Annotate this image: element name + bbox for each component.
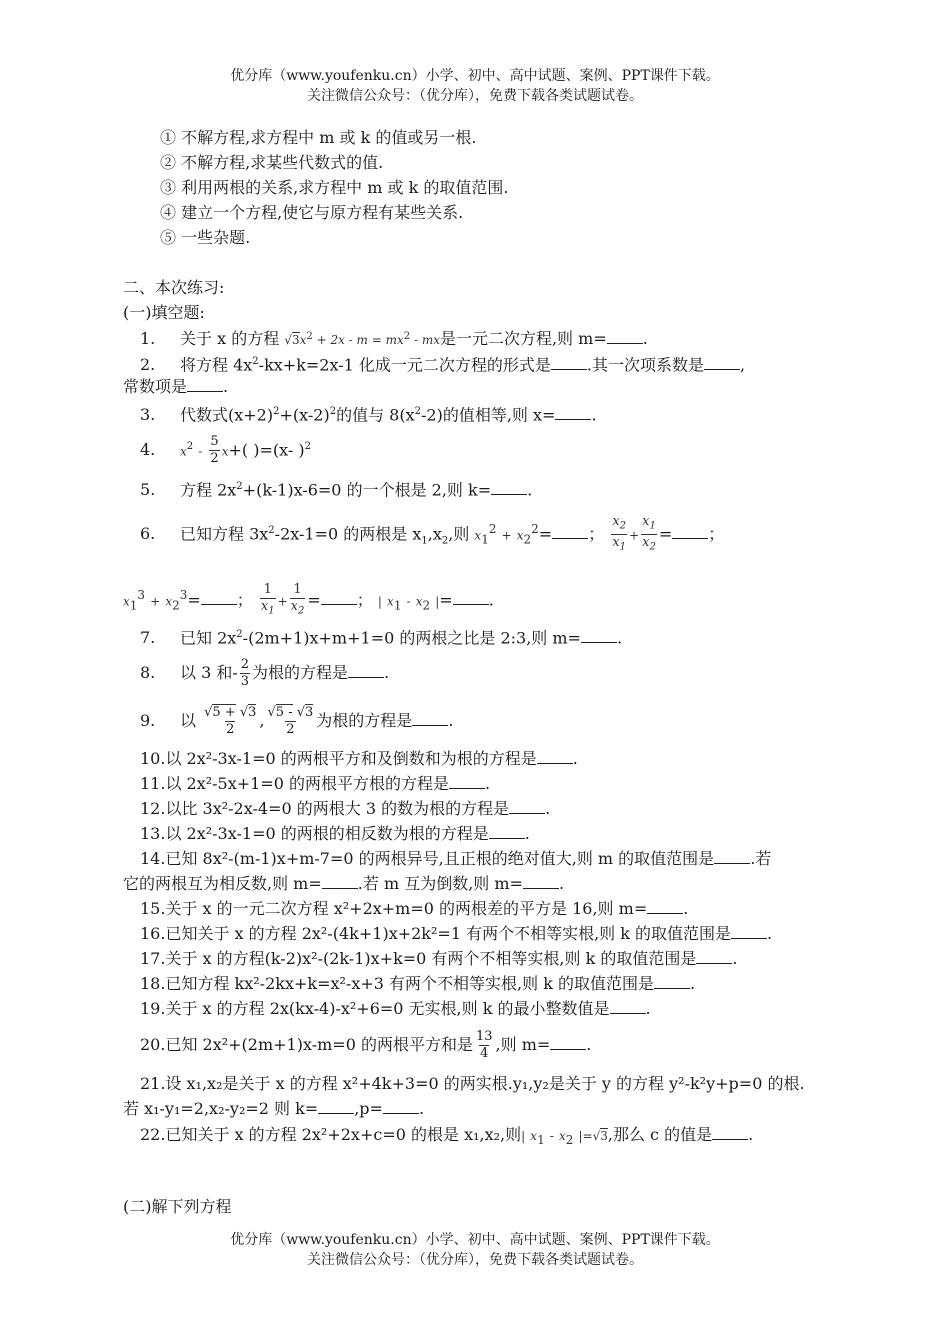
q20-period: . [586, 1035, 592, 1054]
q11-period: . [485, 774, 491, 793]
q6c-minus: - [406, 594, 411, 609]
q1-sup2: 2 [403, 331, 411, 342]
q5-text-b: +(k-1)x-6=0 的一个根是 2,则 k= [242, 480, 492, 500]
q6c-x1-sub: 1 [129, 598, 138, 613]
q14-text-c: 它的两根互为相反数,则 m= [123, 874, 322, 893]
sub2-title: (二)解下列方程 [123, 1197, 232, 1216]
q1-sup: 2 [306, 331, 313, 342]
q6-blank-2[interactable] [672, 524, 708, 539]
q2-blank-1[interactable] [551, 355, 587, 370]
q9-f2-num: √5 - √3 [267, 705, 314, 720]
q22-x1-sub: 1 [537, 1133, 545, 1148]
q16-period: . [767, 924, 773, 943]
q6c-frac-a-den [260, 598, 276, 620]
q18-period: . [689, 974, 696, 993]
q6c-period: . [488, 590, 494, 610]
q6-frac-a [611, 514, 627, 556]
q9-period: . [448, 711, 454, 730]
q6-frac-b [641, 514, 657, 556]
q6c-semi1: ； [236, 590, 253, 610]
q22-period: . [748, 1125, 754, 1144]
q15-text: 15.关于 x 的一元二次方程 x²+2x+m=0 的两根差的平方是 16,则 m= [140, 899, 648, 918]
q6-plus2: + [629, 528, 640, 543]
q1-text-a: 关于 x 的方程 [180, 329, 280, 348]
q6-sub1: 1 [421, 535, 428, 547]
q3-number: 3. [140, 405, 156, 425]
question-5 [140, 476, 532, 501]
q21-text-a: 21.设 x₁,x₂是关于 x 的方程 x²+4k+3=0 的两实根.y₁,y₂是关于 y 的方程 y²-k²y+p=0 的根. [140, 1074, 805, 1093]
q6-plus: + [501, 528, 512, 543]
q8-text-a: 以 3 和- [180, 663, 238, 682]
q19-blank[interactable] [610, 999, 646, 1014]
q5-period: . [527, 480, 533, 500]
q1-equation: $√3x^2 + 2x - m = mx^2$ - mx [284, 331, 440, 347]
q17-period: . [732, 949, 738, 968]
q9-f2-den: 2 [286, 722, 295, 737]
q6-x1-sup: 2 [488, 522, 497, 536]
q8-fraction [240, 657, 250, 690]
q6-semi2: ； [708, 524, 725, 544]
q21-blank-1[interactable] [318, 1099, 354, 1114]
q2-blank-2[interactable] [704, 355, 740, 370]
q6c-plus2: + [277, 594, 288, 609]
q12-blank[interactable] [509, 799, 545, 814]
question-6 [140, 512, 724, 559]
q9-f2-num-a: 5 - [275, 705, 293, 720]
question-21 [140, 1073, 805, 1095]
q6-frac-b-num-x: x [642, 513, 650, 529]
q4-x: x [180, 444, 187, 459]
q5-blank[interactable] [491, 480, 527, 495]
q9-number: 9. [140, 711, 156, 730]
q6-eq2: = [658, 524, 673, 544]
question-3 [140, 401, 597, 426]
header-line-2: 关注微信公众号：（优分库），免费下载各类试题试卷。 [307, 88, 643, 104]
q1-end: - mx [413, 333, 440, 347]
q6-sub2: 2 [441, 535, 449, 547]
q8-period: . [384, 663, 390, 682]
q3-text-b: +(x-2) [279, 405, 330, 425]
q22-minus: - [549, 1129, 554, 1143]
q6-text-c: ,x [427, 524, 442, 544]
q3-text-a: 代数式(x+2) [180, 405, 274, 425]
q9-blank[interactable] [412, 711, 448, 726]
q17-text: 17.关于 x 的方程(k-2)x²-(2k-1)x+k=0 有两个不相等实根,则 k 的取值范围是 [140, 949, 697, 968]
intro-item-5: ⑤ 一些杂题. [160, 228, 251, 247]
q19-period: . [645, 999, 651, 1018]
q6c-frac-b-den-sub: 2 [298, 605, 305, 617]
footer-line-1: 优分库（www.youfenku.cn）小学、初中、高中试题、案例、PPT课件下载。 [230, 1232, 720, 1248]
q9-f1-num: √5 + √3 [204, 705, 257, 720]
q6c-bar2: | [435, 594, 440, 609]
q8-number: 8. [140, 663, 156, 682]
question-4 [140, 432, 311, 467]
q4-frac-num: 5 [210, 434, 219, 450]
q6c-eq2: = [307, 590, 321, 610]
q1-root: 3 [291, 333, 300, 347]
q4-x2: x [221, 444, 229, 459]
q6-text-b: -2x-1=0 的两根是 x [274, 524, 422, 544]
q6-sup: 2 [268, 525, 275, 536]
q21-text-c: ,p= [354, 1099, 383, 1118]
q9-f1-num-b: 3 [248, 705, 257, 720]
q16-blank[interactable] [731, 924, 767, 939]
q6-frac-a-num [611, 514, 627, 535]
q5-text-a: 方程 2x [180, 480, 237, 500]
q7-number: 7. [140, 628, 156, 648]
q4-frac-den: 2 [210, 451, 219, 467]
q6c-frac-a-num: 1 [263, 582, 272, 598]
q12-text: 12.以比 3x²-2x-4=0 的两根大 3 的数为根的方程是 [140, 799, 510, 818]
q15-period: . [683, 899, 689, 918]
q13-text: 13.以 2x²-3x-1=0 的两根的相反数为根的方程是 [140, 824, 489, 843]
q14-text-b: .若 [750, 849, 772, 868]
q5-sup: 2 [236, 481, 243, 492]
q6-blank-1[interactable] [552, 524, 588, 539]
question-14-cont [123, 873, 564, 895]
q6c-semi2: ； [356, 590, 373, 610]
q6-x1-sub: 1 [481, 532, 489, 547]
q6c-frac-b-den [290, 598, 306, 620]
q6c-bar1: | [377, 594, 382, 609]
q6c-frac-b-den-x: x [290, 599, 299, 615]
question-14 [140, 848, 771, 870]
q22-root-val: 3 [600, 1129, 608, 1143]
q10-period: . [572, 749, 578, 768]
q6c-x2b-sub: 2 [422, 598, 431, 613]
q2-period: . [223, 377, 229, 396]
q20-text-b: ,则 m= [495, 1035, 551, 1054]
q5-number: 5. [140, 480, 156, 500]
q2-blank-3[interactable] [187, 377, 223, 392]
q20-fraction [475, 1029, 494, 1062]
q4-sup: 2 [186, 441, 194, 452]
q6-blank-3[interactable] [201, 590, 237, 605]
question-11 [140, 773, 490, 795]
q6-eq1: = [538, 524, 553, 544]
q4-fraction [209, 434, 219, 467]
header-line-1: 优分库（www.youfenku.cn）小学、初中、高中试题、案例、PPT课件下载。 [230, 68, 720, 84]
q6c-x1-sup: 3 [137, 588, 146, 602]
q7-blank[interactable] [581, 628, 617, 643]
section-title: 二、本次练习: [123, 278, 225, 297]
question-7 [140, 624, 622, 649]
question-19 [140, 998, 651, 1020]
q6-text-d: ,则 [448, 524, 470, 544]
q11-blank[interactable] [449, 774, 485, 789]
intro-item-3: ③ 利用两根的关系,求方程中 m 或 k 的取值范围. [160, 178, 509, 197]
footer-line-2: 关注微信公众号：（优分库），免费下载各类试题试卷。 [307, 1252, 643, 1268]
q6-x1: x [474, 528, 482, 543]
q6c-plus: + [150, 594, 161, 609]
q18-text: 18.已知方程 kx²-2kx+k=x²-x+3 有两个不相等实根,则 k 的取值范围是 [140, 974, 654, 993]
q2-text-c: .其一次项系数是 [586, 355, 704, 375]
intro-item-2: ② 不解方程,求某些代数式的值. [160, 153, 384, 172]
q2-sup: 2 [252, 356, 259, 367]
question-22 [140, 1124, 753, 1151]
q6-frac-b-num [641, 514, 657, 535]
question-2 [140, 351, 745, 376]
q9-comma: , [259, 711, 265, 730]
q4-sup2: 2 [304, 441, 311, 452]
q6-frac-b-den-sub: 2 [649, 541, 656, 553]
question-15 [140, 898, 688, 920]
q21-blank-2[interactable] [383, 1099, 419, 1114]
q6c-x2b: x [415, 594, 423, 609]
q9-text-a: 以 [180, 711, 197, 730]
q7-period: . [616, 628, 623, 648]
question-8 [140, 656, 389, 690]
q6-frac-b-den-x: x [642, 535, 650, 551]
q6-frac-a-num-x: x [612, 513, 620, 529]
q2-number: 2. [140, 355, 156, 375]
intro-item-4: ④ 建立一个方程,使它与原方程有某些关系. [160, 203, 464, 222]
q1-x: x [299, 333, 307, 347]
q22-x2: x [558, 1129, 566, 1143]
q4-number: 4. [140, 440, 156, 460]
q2-text-b: -kx+k=2x-1 化成一元二次方程的形式是 [258, 355, 551, 375]
q6-frac-b-den [641, 534, 657, 556]
q9-f1-den: 2 [226, 722, 235, 737]
question-12 [140, 798, 550, 820]
q6c-frac-a-den-sub: 1 [268, 605, 275, 617]
q7-text-b: -(2m+1)x+m+1=0 的两根之比是 2:3,则 m= [242, 628, 581, 648]
q12-period: . [545, 799, 551, 818]
q6c-frac-a-den-x: x [260, 599, 269, 615]
question-6-cont [123, 578, 494, 623]
q3-sup2: 2 [329, 406, 337, 417]
q3-blank[interactable] [555, 405, 591, 420]
question-17 [140, 948, 737, 970]
q19-text: 19.关于 x 的方程 2x(kx-4)-x²+6=0 无实根,则 k 的最小整数值是 [140, 999, 610, 1018]
q20-frac-den: 4 [480, 1046, 489, 1061]
q22-bar2: | [578, 1129, 583, 1143]
q6c-eq3: = [439, 590, 453, 610]
q2-text-e: 常数项是 [123, 377, 188, 396]
q9-fraction-2 [267, 705, 315, 738]
q22-eq: = [582, 1129, 593, 1143]
question-2-cont [123, 376, 228, 398]
q6c-frac-b [290, 582, 306, 620]
q7-sup: 2 [236, 629, 243, 640]
q4-minus: - [198, 444, 203, 459]
q1-text-b: 是一元二次方程,则 m= [439, 329, 607, 348]
question-1 [140, 326, 648, 351]
q16-text: 16.已知关于 x 的方程 2x²-(4k+1)x+2k²=1 有两个不相等实根,则 k 的取值范围是 [140, 924, 732, 943]
q20-blank[interactable] [550, 1035, 586, 1050]
q6-x2: x [516, 528, 524, 543]
q15-blank[interactable] [647, 899, 683, 914]
q6-x2-sub: 2 [523, 532, 532, 547]
question-13 [140, 823, 530, 845]
q6-semi1: ； [588, 524, 605, 544]
q6c-x1b-sub: 1 [393, 598, 402, 613]
q9-fraction-1 [203, 705, 257, 738]
q14-text-a: 14.已知 8x²-(m-1)x+m-7=0 的两根异号,且正根的绝对值大,则 m 的取值范围是 [140, 849, 715, 868]
q14-blank-1[interactable] [714, 849, 750, 864]
q21-period: . [418, 1099, 425, 1118]
q2-text-a: 将方程 4x [180, 355, 253, 375]
q20-frac-num: 13 [475, 1029, 493, 1044]
q6c-frac-b-num: 1 [293, 582, 302, 598]
q6-frac-b-num-sub: 1 [649, 520, 656, 532]
sub1-title: (一)填空题: [123, 303, 205, 322]
q8-text-b: 为根的方程是 [252, 663, 349, 682]
q6-blank-5[interactable] [453, 590, 489, 605]
question-10 [140, 748, 578, 770]
q6c-x1b: x [387, 594, 394, 609]
q20-text-a: 20.已知 2x²+(2m+1)x-m=0 的两根平方和是 [140, 1035, 473, 1054]
q6-frac-a-num-sub: 2 [619, 520, 627, 532]
q22-x2-sub: 2 [565, 1133, 574, 1148]
q22-x1: x [530, 1129, 538, 1143]
q3-text-c: 的值与 8(x [336, 405, 415, 425]
q3-sup1: 2 [273, 406, 280, 417]
q10-blank[interactable] [537, 749, 573, 764]
q17-blank[interactable] [696, 949, 732, 964]
q4-text: +( )=(x- ) [228, 440, 305, 460]
q22-text-b: ,那么 c 的值是 [607, 1125, 713, 1144]
question-9 [140, 704, 453, 738]
q8-blank[interactable] [348, 663, 384, 678]
q11-text: 11.以 2x²-5x+1=0 的两根平方根的方程是 [140, 774, 450, 793]
q22-text-a: 22.已知关于 x 的方程 2x²+2x+c=0 的根是 x₁,x₂,则 [140, 1125, 522, 1144]
question-21-cont [123, 1098, 424, 1120]
q3-text-d: -2)的值相等,则 x= [421, 405, 556, 425]
q1-number: 1. [140, 329, 156, 348]
q1-blank[interactable] [607, 329, 643, 344]
q6-x2-sup: 2 [531, 522, 539, 536]
q13-blank[interactable] [489, 824, 525, 839]
q22-bar1: | [521, 1129, 526, 1143]
q21-text-b: 若 x₁-y₁=2,x₂-y₂=2 则 k= [123, 1099, 319, 1118]
q6-text-a: 已知方程 3x [180, 524, 269, 544]
q3-period: . [591, 405, 597, 425]
q14-text-d: .若 m 互为倒数,则 m= [357, 874, 523, 893]
q8-frac-num: 2 [240, 657, 250, 672]
q7-text-a: 已知 2x [180, 628, 237, 648]
q22-blank[interactable] [712, 1125, 748, 1140]
question-18 [140, 973, 695, 995]
q9-text-b: 为根的方程是 [316, 711, 413, 730]
q9-f1-num-a: 5 + [212, 705, 236, 720]
q6c-x2-sub: 2 [172, 598, 180, 613]
q6-frac-a-den-x: x [612, 535, 620, 551]
q1-period: . [642, 329, 648, 348]
q6-frac-a-den [611, 534, 627, 556]
q10-text: 10.以 2x²-3x-1=0 的两根平方和及倒数和为根的方程是 [140, 749, 537, 768]
q9-f2-num-b: 3 [305, 705, 314, 720]
q6c-x1: x [123, 594, 130, 609]
page-footer [0, 1230, 950, 1270]
q6c-frac-a [260, 582, 276, 620]
q14-blank-3[interactable] [523, 874, 559, 889]
q3-sup3: 2 [414, 406, 421, 417]
q13-period: . [524, 824, 530, 843]
q6c-x2-sup: 3 [179, 588, 188, 602]
q6-number: 6. [140, 524, 156, 544]
q1-mid: + 2x - m = mx [316, 333, 404, 347]
intro-item-1: ① 不解方程,求方程中 m 或 k 的值或另一根. [160, 128, 477, 147]
q6-blank-4[interactable] [321, 590, 357, 605]
q22-root: √3 [592, 1129, 608, 1143]
q14-period: . [558, 874, 565, 893]
q14-blank-2[interactable] [322, 874, 358, 889]
q6c-x2: x [165, 594, 173, 609]
page-header [0, 66, 950, 106]
q18-blank[interactable] [654, 974, 690, 989]
q2-text-d: , [740, 355, 746, 375]
q6c-eq1: = [187, 590, 201, 610]
question-16 [140, 923, 772, 945]
q6-frac-a-den-sub: 1 [619, 541, 627, 553]
question-20 [140, 1028, 591, 1062]
q8-frac-den: 3 [240, 674, 250, 689]
